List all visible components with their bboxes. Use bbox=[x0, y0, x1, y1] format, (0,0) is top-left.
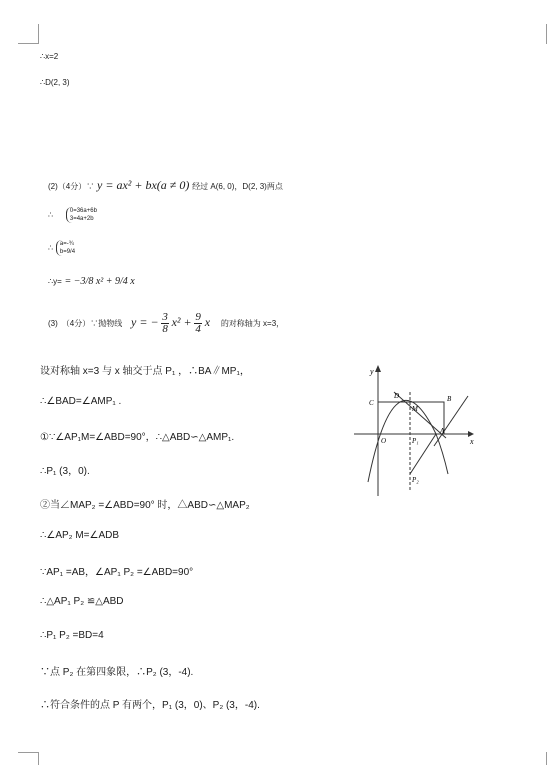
fraction-9-4 bbox=[194, 312, 202, 335]
part3-x: x bbox=[204, 315, 211, 330]
label-b: B bbox=[447, 395, 452, 403]
therefore-symbol: ∴ bbox=[48, 210, 54, 220]
line-case-1: ①∵∠AP₁M=∠ABD=90°，∴△ABD∽△AMP₁. bbox=[40, 432, 235, 443]
line-angle-ap2m: ∴∠AP₂ M=∠ADB bbox=[40, 530, 120, 541]
line-x-equals-2: ∴x=2 bbox=[40, 52, 59, 61]
line-point-d: ∴D(2, 3) bbox=[40, 78, 70, 87]
crop-mark-top-right bbox=[546, 24, 547, 44]
therefore-symbol: ∴ bbox=[48, 243, 54, 253]
parabola-curve bbox=[368, 400, 448, 482]
equation: a=-¾ bbox=[59, 241, 74, 247]
part3-statement bbox=[48, 312, 284, 335]
line-p1p2-bd: ∴P₁ P₂ =BD=4 bbox=[40, 630, 104, 641]
crop-mark-bottom-left bbox=[38, 752, 39, 765]
label-a: A bbox=[440, 427, 445, 435]
part2-prefix: (2)（4分）∵ bbox=[48, 182, 95, 191]
line-ad bbox=[394, 392, 446, 438]
line-congruence: ∴△AP₁ P₂ ≌△ABD bbox=[40, 596, 124, 607]
part3-y: y = − bbox=[131, 315, 159, 330]
line-ab-extension bbox=[434, 396, 468, 446]
numerator: 9 bbox=[195, 311, 201, 323]
system-2 bbox=[48, 240, 75, 256]
line-angle-bad: ∴∠BAD=∠AMP₁ . bbox=[40, 396, 122, 407]
line-final-answer: ∴符合条件的点 P 有两个，P₁ (3，0)、P₂ (3，-4). bbox=[40, 700, 260, 711]
label-d: D bbox=[394, 392, 400, 400]
equation: b=9/4 bbox=[59, 249, 76, 255]
system-braces bbox=[66, 207, 97, 223]
parabola-figure bbox=[350, 362, 480, 502]
line-p1-coords: ∴P₁ (3，0). bbox=[40, 466, 90, 477]
part2-statement bbox=[48, 178, 283, 193]
system-braces bbox=[56, 240, 75, 256]
line-fourth-quadrant: ∵点 P₂ 在第四象限，∴P₂ (3，-4). bbox=[40, 667, 194, 678]
label-x: x bbox=[470, 437, 474, 446]
crop-mark-top-left bbox=[18, 43, 39, 44]
equation: 3=4a+2b bbox=[69, 216, 94, 222]
crop-mark-top-left bbox=[38, 24, 39, 44]
result-prefix: ∴y= bbox=[48, 277, 62, 286]
fraction-3-8 bbox=[161, 312, 169, 335]
result-line bbox=[48, 276, 135, 287]
crop-mark-bottom-right bbox=[546, 752, 547, 765]
label-o: O bbox=[381, 437, 387, 445]
label-y: y bbox=[370, 367, 374, 376]
y-axis-arrow bbox=[375, 365, 381, 372]
line-p1-definition: 设对称轴 x=3 与 x 轴交于点 P₁ ，∴BA∥MP₁， bbox=[40, 366, 250, 377]
numerator: 3 bbox=[162, 311, 168, 323]
part3-mid: x² + bbox=[171, 315, 192, 330]
system-1 bbox=[48, 207, 97, 223]
label-p1: P₁ bbox=[412, 437, 419, 445]
part2-equation: y = ax² + bx(a ≠ 0) bbox=[97, 178, 190, 192]
part3-prefix: (3) （4分）∵抛物线 bbox=[48, 319, 123, 329]
part2-suffix: 经过 A(6, 0)，D(2, 3)两点 bbox=[192, 182, 283, 191]
line-case-2: ②当∠MAP₂ =∠ABD=90° 时，△ABD∽△MAP₂ bbox=[40, 500, 250, 511]
denominator: 8 bbox=[162, 323, 168, 335]
result-equation: = −3/8 x² + 9/4 x bbox=[64, 276, 135, 287]
denominator: 4 bbox=[195, 323, 201, 335]
label-c: C bbox=[369, 399, 374, 407]
label-p2: P₂ bbox=[412, 476, 419, 484]
part3-suffix: 的对称轴为 x=3， bbox=[220, 319, 285, 329]
line-ap1-ab: ∵AP₁ =AB，∠AP₁ P₂ =∠ABD=90° bbox=[40, 567, 194, 578]
equation: 0=36a+6b bbox=[69, 208, 97, 214]
label-m: M bbox=[412, 405, 418, 413]
crop-mark-bottom-left bbox=[18, 752, 39, 753]
